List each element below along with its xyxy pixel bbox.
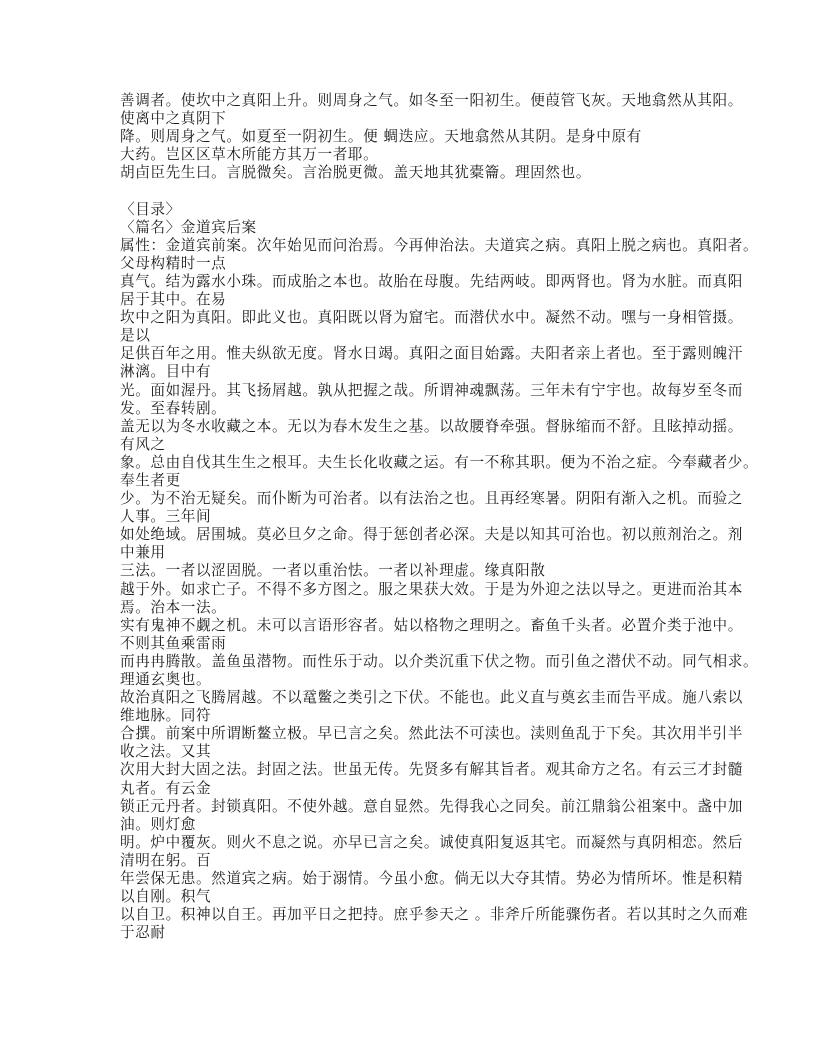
body-line: 是以 bbox=[120, 327, 151, 345]
intro-line: 大药。岂区区草木所能方其万一者耶。 bbox=[120, 146, 379, 164]
body-line: 三法。一者以涩固脱。一者以重治怯。一者以补理虚。缘真阳散 bbox=[120, 562, 546, 580]
body-line: 有风之 bbox=[120, 435, 166, 453]
body-line: 以自卫。积神以自王。再加平日之把持。庶乎参天之 。非斧斤所能骤伤者。若以其时之久而难 bbox=[120, 906, 749, 924]
body-line: 居于其中。在易 bbox=[120, 291, 227, 309]
body-line: 年尝保无患。然道宾之病。始于溺情。今虽小愈。倘无以大夺其情。势必为情所坏。惟是积精 bbox=[120, 870, 743, 888]
body-line: 属性：金道宾前案。次年始见而问治焉。今再伸治法。夫道宾之病。真阳上脱之病也。真阳者。 bbox=[120, 236, 759, 254]
body-line: 清明在躬。百 bbox=[120, 851, 212, 869]
body-line: 足供百年之用。惟夫纵欲无度。肾水日竭。真阳之面目始露。夫阳者亲上者也。至于露则魄汗 bbox=[120, 345, 743, 363]
body-line: 于忍耐 bbox=[120, 924, 166, 942]
body-line: 维地脉。同符 bbox=[120, 707, 212, 725]
body-line: 焉。治本一法。 bbox=[120, 598, 227, 616]
body-line: 合撰。前案中所谓断鳌立极。早已言之矣。然此法不可渎也。渎则鱼乱于下矣。其次用半引半 bbox=[120, 725, 743, 743]
intro-line: 善调者。使坎中之真阳上升。则周身之气。如冬至一阳初生。便葭管飞灰。天地翕然从其阳。 bbox=[120, 92, 743, 109]
blank-line bbox=[120, 182, 710, 200]
body-line: 人事。三年间 bbox=[120, 508, 212, 526]
intro-line: 降。则周身之气。如夏至一阴初生。便 蜩迭应。天地翕然从其阴。是身中原有 bbox=[120, 128, 642, 146]
body-line: 象。总由自伐其生生之根耳。夫生长化收藏之运。有一不称其职。便为不治之症。今奉藏者少。 bbox=[120, 453, 759, 471]
body-line: 坎中之阳为真阳。即此义也。真阳既以肾为窟宅。而潜伏水中。凝然不动。嘿与一身相管摄。 bbox=[120, 309, 743, 327]
body-line: 少。为不治无疑矣。而仆断为可治者。以有法治之也。且再经寒暑。阴阳有渐入之机。而验之 bbox=[120, 490, 743, 508]
body-line: 淋漓。目中有 bbox=[120, 363, 212, 381]
body-line: 油。则灯愈 bbox=[120, 815, 196, 833]
document-page bbox=[120, 92, 759, 942]
body-line: 理通玄奥也。 bbox=[120, 671, 212, 688]
body-line: 奉生者更 bbox=[120, 471, 181, 489]
body-line: 父母构精时一点 bbox=[120, 254, 227, 272]
body-line: 中兼用 bbox=[120, 544, 166, 562]
body-line: 越于外。如求亡子。不得不多方图之。服之果获大效。于是为外迎之法以导之。更进而治其本 bbox=[120, 580, 743, 598]
body-line: 丸者。有云金 bbox=[120, 779, 212, 797]
intro-line: 使离中之真阴下 bbox=[120, 110, 227, 128]
body-line: 以自刚。积气 bbox=[120, 888, 212, 906]
body-line: 真气。结为露水小珠。而成胎之本也。故胎在母腹。先结两岐。即两肾也。肾为水脏。而真阳 bbox=[120, 272, 743, 290]
body-line: 故治真阳之飞腾屑越。不以鼋鳖之类引之下伏。不能也。此义直与奠玄圭而告平成。施八索以 bbox=[120, 689, 743, 707]
body-line: 盖无以为冬水收藏之本。无以为春木发生之基。以故腰脊牵强。督脉缩而不舒。且眩掉动摇。 bbox=[120, 417, 743, 435]
body-line: 明。炉中覆灰。则火不息之说。亦早已言之矣。诚使真阳复返其宅。而凝然与真阴相恋。然后 bbox=[120, 833, 743, 851]
toc-label: 〈目录〉 bbox=[120, 200, 181, 218]
chapter-title: 〈篇名〉金道宾后案 bbox=[120, 218, 257, 236]
body-line: 实有鬼神不觑之机。未可以言语形容者。姑以格物之理明之。畜鱼千头者。必置介类于池中。 bbox=[120, 616, 743, 634]
body-line: 而冉冉腾散。盖鱼虽潜物。而性乐于动。以介类沉重下伏之物。而引鱼之潜伏不动。同气相求。 bbox=[120, 652, 759, 670]
body-line: 不则其鱼乘雷雨 bbox=[120, 634, 227, 652]
body-line: 如处绝域。居围城。莫必旦夕之命。得于惩创者必深。夫是以知其可治也。初以煎剂治之。剂 bbox=[120, 526, 743, 544]
commentary-line: 胡卣臣先生曰。言脱微矣。言治脱更微。盖天地其犹橐籥。理固然也。 bbox=[120, 164, 592, 182]
body-line: 光。面如渥丹。其飞扬屑越。孰从把握之哉。所谓神魂飘荡。三年未有宁宇也。故每岁至冬而 bbox=[120, 381, 743, 399]
body-line: 发。至春转剧。 bbox=[120, 399, 227, 417]
body-line: 次用大封大固之法。封固之法。世虽无传。先贤多有解其旨者。观其命方之名。有云三才封髓 bbox=[120, 761, 743, 779]
body-line: 锁正元丹者。封锁真阳。不使外越。意自显然。先得我心之同矣。前江鼎翁公祖案中。盏中加 bbox=[120, 797, 743, 815]
body-line: 收之法。又其 bbox=[120, 743, 212, 761]
